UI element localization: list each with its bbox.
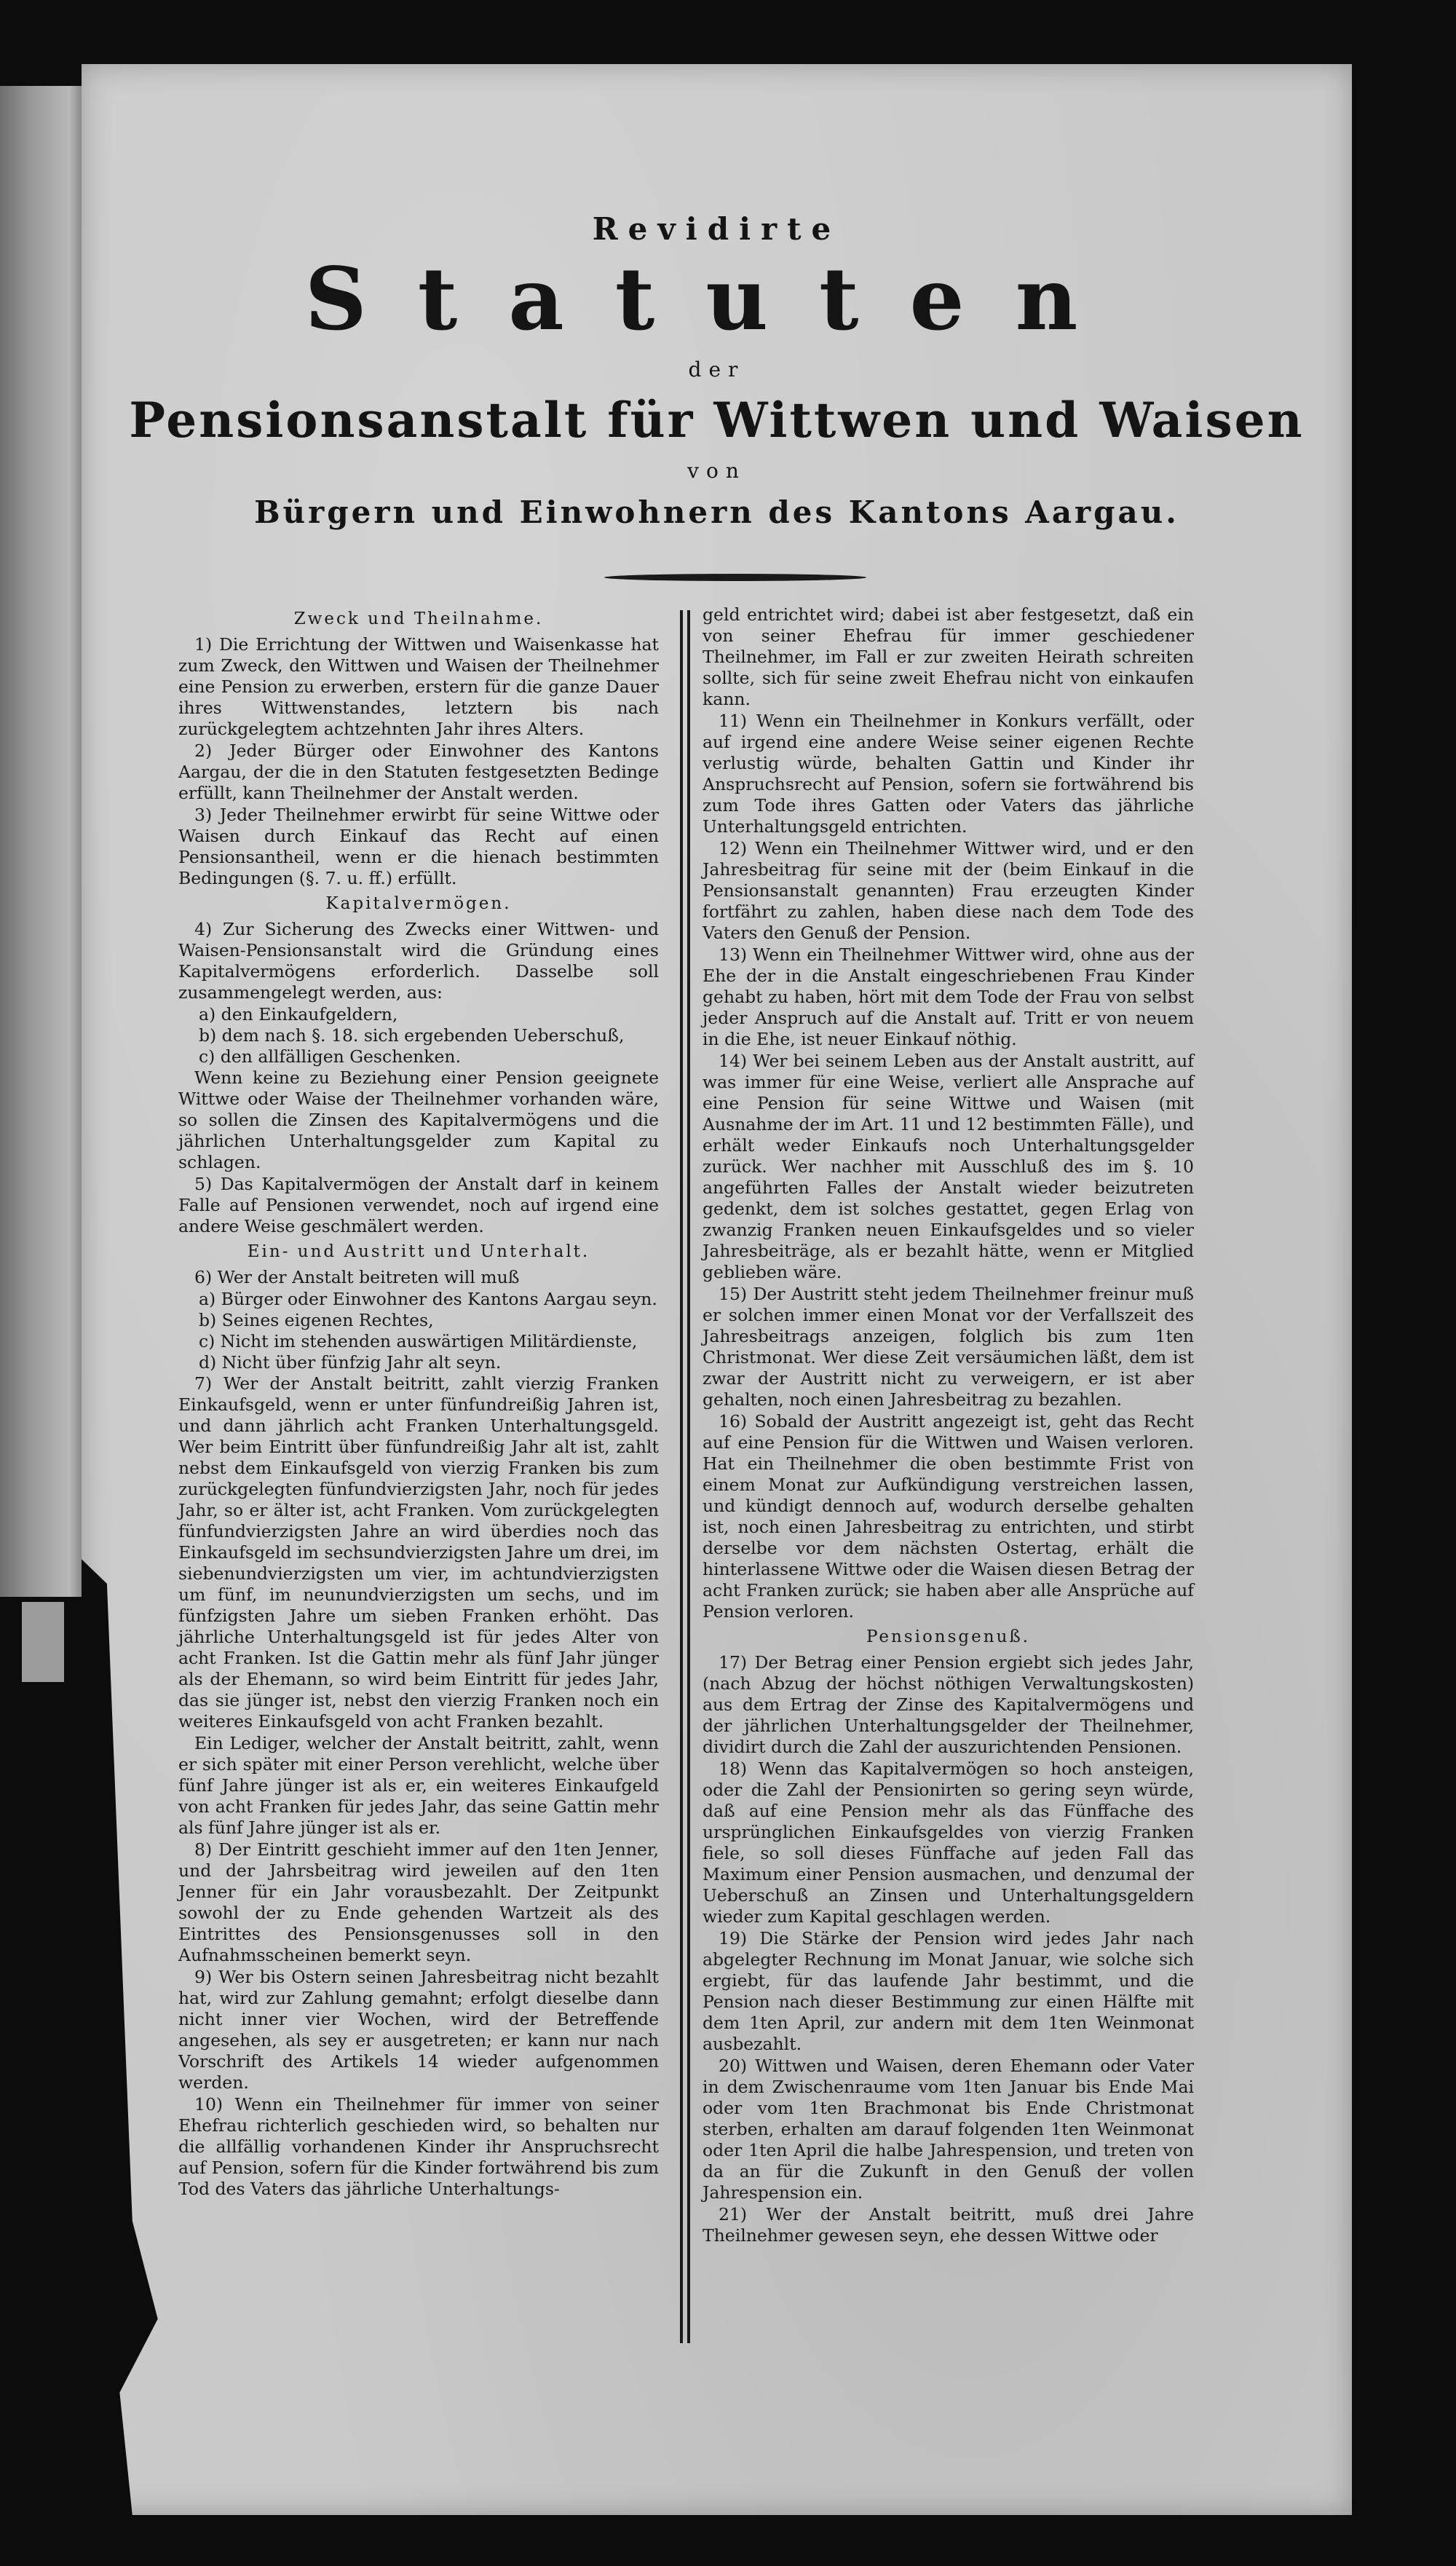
section-heading: Zweck und Theilnahme.: [293, 609, 544, 628]
paragraph: 2) Jeder Bürger oder Einwohner des Kantons Aargau, der die in den Statuten festgesetzten Bedinge erfüllt, kann Theilnehmer der Anstalt werden.: [178, 741, 659, 803]
section-heading: Pensionsgenuß.: [866, 1627, 1031, 1646]
paragraph: 12) Wenn ein Theilnehmer Wittwer wird, und er den Jahresbeitrag für seine mit der (beim Einkauf in die Pensionsanstalt genannten) Frau erzeugten Kinder fortfährt zu zahlen, haben diese nach dem Tode des Vaters den Genuß der Pension.: [703, 838, 1194, 943]
paragraph: 16) Sobald der Austritt angezeigt ist, geht das Recht auf eine Pension für die Wittwen und Waisen verloren. Hat ein Theilnehmer die oben bestimmte Frist von einem Monat zur Aufkündigung verstreichen lassen, und kündigt dennoch auf, wodurch derselbe gehalten ist, noch einen Jahresbeitrag zu entrichten, und stirbt derselbe vor dem nächsten Ostertag, erhält die hinterlassene Wittwe oder die Waisen diesen Betrag der acht Franken zurück; sie haben aber alle Ansprüche auf Pension verloren.: [703, 1411, 1194, 1622]
title-line-von: von: [687, 458, 746, 483]
title-line-der: der: [688, 357, 745, 382]
paragraph: 13) Wenn ein Theilnehmer Wittwer wird, ohne aus der Ehe der in die Anstalt eingeschriebenen Frau Kinder gehabt zu haben, hört mit dem Tode der Frau von selbst jeder Anspruch auf die Anstalt auf. Tritt er von neuem in die Ehe, ist neuer Einkauf nöthig.: [703, 944, 1194, 1049]
paragraph: 14) Wer bei seinem Leben aus der Anstalt austritt, auf was immer für eine Weise, verliert alle Ansprache auf eine Pension für seine Wittwe und Waisen (mit Ausnahme der im Art. 11 und 12 bestimmten Fälle), und erhält weder Einkaufs noch Unterhaltungsgelder zurück. Wer nachher mit Ausschluß des im §. 10 angeführten Falles der Anstalt wieder beizutreten gedenkt, dem ist solches gestattet, gegen Erlag von zwanzig Franken neuen Einkaufsgeldes und so vieler Jahresbeiträge, als er bezahlt hätte, wenn er Mitglied geblieben wäre.: [703, 1051, 1194, 1282]
adjacent-page-edge: [0, 86, 82, 1597]
paragraph: 1) Die Errichtung der Wittwen und Waisenkasse hat zum Zweck, den Wittwen und Waisen der Theilnehmer eine Pension zu erwerben, erstern für die ganze Dauer ihres Wittwenstandes, letztern bis nach zurückgelegtem achtzehnten Jahr ihres Alters.: [178, 634, 659, 739]
paragraph: 5) Das Kapitalvermögen der Anstalt darf in keinem Falle auf Pensionen verwendet, noch auf irgend eine andere Weise geschmälert werden.: [178, 1174, 659, 1236]
list-item: a) Bürger oder Einwohner des Kantons Aargau seyn.: [199, 1289, 657, 1309]
paragraph: 6) Wer der Anstalt beitreten will muß: [194, 1267, 520, 1287]
title-block: [82, 211, 1352, 530]
ornamental-rule: [604, 574, 866, 581]
text-column-left: [178, 604, 659, 2200]
list-item: c) Nicht im stehenden auswärtigen Militärdienste,: [199, 1331, 638, 1351]
paragraph: 11) Wenn ein Theilnehmer in Konkurs verfällt, oder auf irgend eine andere Weise seiner eigenen Rechte verlustig würde, behalten Gattin und Kinder ihr Anspruchsrecht auf Pension, sofern sie fortwährend bis zum Tode ihres Gatten oder Vaters das jährliche Unterhaltungsgeld entrichten.: [703, 711, 1194, 837]
list-item: a) den Einkaufgeldern,: [199, 1004, 398, 1025]
paragraph: 18) Wenn das Kapitalvermögen so hoch ansteigen, oder die Zahl der Pensionirten so gering seyn würde, daß auf eine Pension mehr als das Fünffache des ursprünglichen Einkaufsgeldes von vierzig Franken fiele, so soll dieses Fünffache auf jeden Fall das Maximum einer Pension ausmachen, und denzumal der Ueberschuß an Zinsen und Unterhaltungsgeldern wieder zum Kapital geschlagen werden.: [703, 1758, 1194, 1927]
title-line-buergern: Bürgern und Einwohnern des Kantons Aargau.: [254, 494, 1179, 530]
list-item: c) den allfälligen Geschenken.: [199, 1046, 462, 1067]
column-divider-rule: [687, 610, 690, 2343]
paragraph: geld entrichtet wird; dabei ist aber festgesetzt, daß ein von seiner Ehefrau für immer geschiedener Theilnehmer, im Fall er zur zweiten Heirath schreiten sollte, sich für seine zweit Ehefrau nicht von einkaufen kann.: [703, 604, 1194, 709]
list-item: b) Seines eigenen Rechtes,: [199, 1310, 434, 1330]
section-heading: Kapitalvermögen.: [325, 894, 512, 913]
paragraph: 21) Wer der Anstalt beitritt, muß drei Jahre Theilnehmer gewesen seyn, ehe dessen Wittwe oder: [703, 2204, 1194, 2246]
paragraph: 3) Jeder Theilnehmer erwirbt für seine Wittwe oder Waisen durch Einkauf das Recht auf einen Pensionsantheil, wenn er die hienach bestimmten Bedingungen (§. 7. u. ff.) erfüllt.: [178, 805, 659, 888]
paragraph: 10) Wenn ein Theilnehmer für immer von seiner Ehefrau richterlich geschieden wird, so behalten nur die allfällig vorhandenen Kinder ihr Anspruchsrecht auf Pension, sofern für die Kinder fortwährend bis zum Tod des Vaters das jährliche Unterhaltungs-: [178, 2094, 659, 2199]
paragraph: 4) Zur Sicherung des Zwecks einer Wittwen- und Waisen-Pensionsanstalt wird die Gründung eines Kapitalvermögens erforderlich. Dasselbe soll zusammengelegt werden, aus:: [178, 919, 659, 1003]
list-item: b) dem nach §. 18. sich ergebenden Ueberschuß,: [199, 1025, 625, 1046]
paragraph: 19) Die Stärke der Pension wird jedes Jahr nach abgelegter Rechnung im Monat Januar, wie solche sich ergiebt, für das laufende Jahr bestimmt, und die Pension nach dieser Bestimmung zur einen Hälfte mit dem 1ten April, zur andern mit dem 1ten Weinmonat ausbezahlt.: [703, 1928, 1194, 2054]
paragraph: 7) Wer der Anstalt beitritt, zahlt vierzig Franken Einkaufsgeld, wenn er unter fünfundreißig Jahren ist, und dann jährlich acht Franken Unterhaltungsgeld. Wer beim Eintritt über fünfundreißig Jahr alt ist, zahlt nebst dem Einkaufsgeld von vierzig Franken bis zum zurückgelegten fünfundvierzigsten Jahr, noch für jedes Jahr, so er älter ist, acht Franken. Vom zurückgelegten fünfundvierzigsten Jahre an wird überdies noch das Einkaufsgeld im sechsundvierzigsten Jahre um drei, im siebenundvierzigsten um vier, im achtundvierzigsten um fünf, im neunundvierzigsten um sechs, und im fünfzigsten Jahre um sieben Franken erhöht. Das jährliche Unterhaltungsgeld ist für jedes Alter von acht Franken. Ist die Gattin mehr als fünf Jahr jünger als der Ehemann, so wird beim Eintritt für jedes Jahr, das sie jünger ist, nebst den vierzig Franken noch ein weiteres Einkaufsgeld von acht Franken bezahlt.: [178, 1373, 659, 1732]
paragraph: Ein Lediger, welcher der Anstalt beitritt, zahlt, wenn er sich später mit einer Person verehlicht, welche über fünf Jahre jünger ist als er, ein weiteres Einkaufgeld von acht Franken für jedes Jahr, das seine Gattin mehr als fünf Jahre jünger ist als er.: [178, 1733, 659, 1838]
paragraph: 20) Wittwen und Waisen, deren Ehemann oder Vater in dem Zwischenraume vom 1ten Januar bis Ende Mai oder vom 1ten Brachmonat bis Ende Christmonat sterben, erhalten am darauf folgenden 1ten Weinmonat oder 1ten April die halbe Jahrespension, und treten von da an für die Zukunft in den Genuß der vollen Jahrespension ein.: [703, 2056, 1194, 2203]
paragraph: 17) Der Betrag einer Pension ergiebt sich jedes Jahr, (nach Abzug der höchst nöthigen Verwaltungskosten) aus dem Ertrag der Zinse des Kapitalvermögens und der jährlichen Unterhaltungsgelder der Theilnehmer, dividirt durch die Zahl der auszurichtenden Pensionen.: [703, 1652, 1194, 1757]
adjacent-page-fragment: [22, 1602, 64, 1682]
paragraph: 9) Wer bis Ostern seinen Jahresbeitrag nicht bezahlt hat, wird zur Zahlung gemahnt; erfolgt dieselbe dann nicht inner vier Wochen, wird der Betreffende angesehen, als sey er ausgetreten; er kann nur nach Vorschrift des Artikels 14 wieder aufgenommen werden.: [178, 1967, 659, 2093]
paragraph: 8) Der Eintritt geschieht immer auf den 1ten Jenner, und der Jahrsbeitrag wird jeweilen auf den 1ten Jenner für ein Jahr vorausbezahlt. Der Zeitpunkt sowohl der zu Ende gehenden Wartzeit als des Eintrittes des Pensionsgenusses soll in den Aufnahmsscheinen bemerkt seyn.: [178, 1839, 659, 1965]
paragraph: Wenn keine zu Beziehung einer Pension geeignete Wittwe oder Waise der Theilnehmer vorhanden wäre, so sollen die Zinsen des Kapitalvermögens und die jährlichen Unterhaltungsgelder zum Kapital zu schlagen.: [178, 1067, 659, 1172]
column-divider-rule: [680, 610, 683, 2343]
title-line-pensionsanstalt: Pensionsanstalt für Wittwen und Waisen: [129, 391, 1305, 449]
text-column-right: [703, 604, 1194, 2247]
paragraph: 15) Der Austritt steht jedem Theilnehmer freinur muß er solchen immer einen Monat vor der Verfallszeit des Jahresbeitrags anzeigen, folglich bis zum 1ten Christmonat. Wer diese Zeit versäumichen läßt, dem ist zwar der Austritt nicht zu verweigern, er ist aber gehalten, noch einen Jahresbeitrag zu bezahlen.: [703, 1284, 1194, 1410]
list-item: d) Nicht über fünfzig Jahr alt seyn.: [199, 1352, 502, 1373]
section-heading: Ein- und Austritt und Unterhalt.: [247, 1242, 590, 1261]
title-line-statuten: Statuten: [304, 248, 1129, 350]
title-line-revidirte: Revidirte: [592, 211, 842, 247]
